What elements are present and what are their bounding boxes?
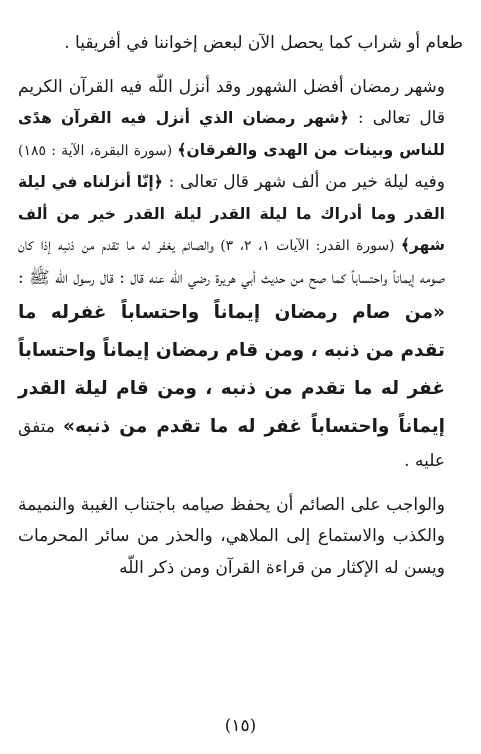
paragraph-2 — [18, 72, 463, 478]
quran-verse-qadr: ﴿إنّا أنزلناه في ليلة القدر وما أدراك ما ليلة القدر ليلة القدر خير من ألف شهر﴾ — [18, 173, 446, 254]
paragraph-1-text: طعام أو شراب كما يحصل الآن لبعض إخواننا في أفريقيا . — [64, 33, 463, 53]
paragraph-3-text: والواجب على الصائم أن يحفظ صيامه باجتناب الغيبة والنميمة والكذب والاستماع إلى الملاهي، والحذر من سائر المحرمات ويسن له الإكثار من قراءة القرآن ومن ذكر اللّه — [18, 494, 445, 578]
reference-baqarah: (سورة البقرة، الآية : ١٨٥) — [18, 142, 178, 159]
paragraph-1 — [18, 28, 463, 60]
page-body — [18, 28, 463, 584]
paragraph-2-tail: والصائم يغفر له ما تقدم من ذنبه إذا كان صومه إيماناً واحتساباً كما صح من حديث أبي هريرة رضي اللّه عنه قال : قال رسول اللّه ﷺ : — [18, 235, 445, 288]
page-number: (١٥) — [224, 716, 257, 736]
hadith-quote: «من صام رمضان إيماناً واحتساباً غفرله ما تقدم من ذنبه ، ومن قام رمضان إيماناً واحتساباً غفر له ما تقدم من ذنبه ، ومن قام ليلة القدر إيماناً واحتساباً غفر له ما تقدم من ذنبه» — [18, 302, 445, 437]
hadith-grading: متفق عليه . — [18, 417, 445, 471]
quran-verse-baqarah: ﴿شهر رمضان الذي أنزل فيه القرآن هدًى للناس وبينات من الهدى والفرقان﴾ — [18, 109, 445, 159]
paragraph-3 — [18, 490, 463, 585]
paragraph-2-middle: وفيه ليلة خير من ألف شهر قال تعالى : — [162, 172, 446, 192]
reference-qadr: (سورة القدر: الآيات ١، ٢، ٣) — [213, 238, 401, 254]
paragraph-2-intro: وشهر رمضان أفضل الشهور وقد أنزل اللّه فيه القرآن الكريم قال تعالى : — [18, 76, 445, 128]
